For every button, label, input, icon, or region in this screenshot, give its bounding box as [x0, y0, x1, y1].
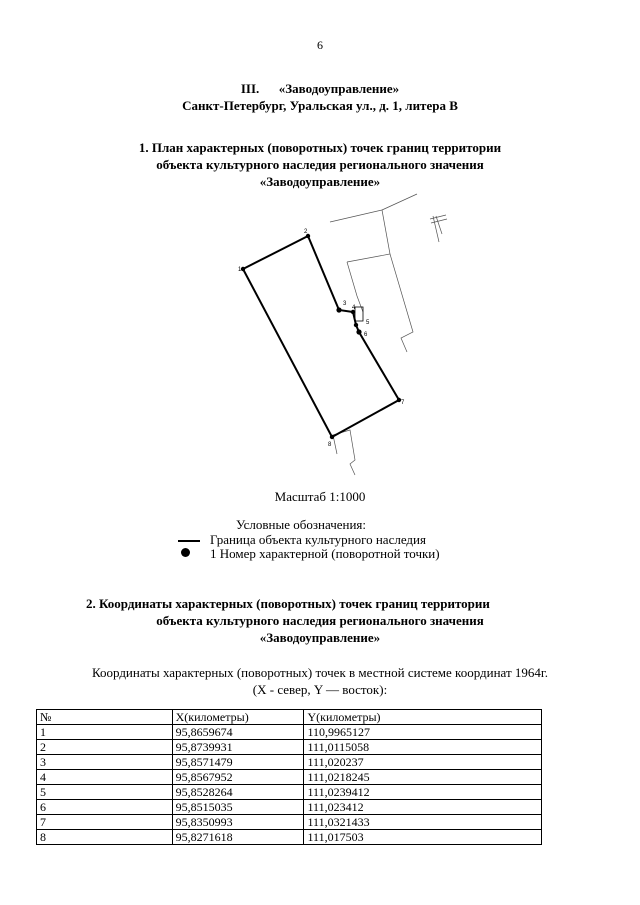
heritage-boundary-line	[243, 236, 399, 437]
cell-x: 95,8515035	[172, 800, 304, 815]
cell-number: 5	[37, 785, 173, 800]
point-5	[354, 323, 358, 327]
cell-x: 95,8659674	[172, 725, 304, 740]
object-title: III. «Заводоуправление»	[240, 81, 400, 96]
cell-y: 111,0321433	[304, 815, 542, 830]
page-number: 6	[317, 38, 323, 52]
plan-title-line1: 1. План характерных (поворотных) точек границ территории	[138, 140, 502, 155]
table-row	[37, 815, 542, 830]
cell-y: 111,020237	[304, 755, 542, 770]
point-label-2: 2	[304, 229, 308, 235]
point-8	[330, 435, 334, 439]
scale-text: Масштаб 1:1000	[274, 489, 366, 504]
point-label-3: 3	[343, 301, 347, 307]
cell-x: 95,8739931	[172, 740, 304, 755]
point-label-5: 5	[366, 320, 370, 326]
cell-x: 95,8571479	[172, 755, 304, 770]
cell-number: 1	[37, 725, 173, 740]
cell-number: 8	[37, 830, 173, 845]
coord-title-line3: «Заводоуправление»	[259, 630, 381, 645]
cell-y: 111,0218245	[304, 770, 542, 785]
point-1	[241, 267, 245, 271]
coord-note-line1: Координаты характерных (поворотных) точек в местной системе координат 1964г.	[91, 665, 549, 680]
cell-x: 95,8567952	[172, 770, 304, 785]
plan-title-line3: «Заводоуправление»	[259, 174, 381, 189]
coordinate-system-note	[0, 664, 640, 698]
cell-number: 6	[37, 800, 173, 815]
object-address: Санкт-Петербург, Уральская ул., д. 1, литера В	[182, 98, 458, 113]
legend-line-label: Граница объекта культурного наследия	[210, 532, 426, 547]
point-label-4: 4	[352, 305, 356, 311]
table-row	[37, 755, 542, 770]
table-row	[37, 800, 542, 815]
plan-section-title	[0, 139, 640, 190]
cell-number: 4	[37, 770, 173, 785]
cell-number: 3	[37, 755, 173, 770]
table-row	[37, 830, 542, 845]
point-label-8: 8	[328, 442, 332, 448]
boundary-plan-drawing	[225, 192, 465, 482]
cell-y: 110,9965127	[304, 725, 542, 740]
surrounding-buildings	[330, 194, 417, 475]
cell-x: 95,8350993	[172, 815, 304, 830]
cell-x: 95,8271618	[172, 830, 304, 845]
cell-y: 111,023412	[304, 800, 542, 815]
cell-y: 111,0239412	[304, 785, 542, 800]
header-number: №	[37, 710, 173, 725]
legend-point-symbol	[181, 548, 190, 557]
legend-title: Условные обозначения:	[236, 517, 367, 532]
table-row	[37, 785, 542, 800]
plan-title-line2: объекта культурного наследия регионального значения	[156, 157, 484, 172]
cell-x: 95,8528264	[172, 785, 304, 800]
point-label-1: 1	[238, 267, 242, 273]
coordinates-table	[36, 709, 542, 845]
coord-note-line2: (X - север, Y — восток):	[252, 682, 388, 697]
cell-number: 2	[37, 740, 173, 755]
header-y: Y(километры)	[304, 710, 542, 725]
point-3	[336, 307, 341, 312]
cell-number: 7	[37, 815, 173, 830]
point-label-7: 7	[401, 400, 405, 406]
header-x: X(километры)	[172, 710, 304, 725]
cell-y: 111,0115058	[304, 740, 542, 755]
table-row	[37, 770, 542, 785]
point-6	[356, 329, 361, 334]
north-arrow	[430, 215, 447, 242]
object-heading	[0, 80, 640, 114]
point-label-6: 6	[364, 332, 368, 338]
legend-point-label: 1 Номер характерной (поворотной точки)	[210, 546, 440, 561]
table-header-row	[37, 710, 542, 725]
legend-line-symbol	[178, 540, 200, 542]
table-row	[37, 725, 542, 740]
cell-y: 111,017503	[304, 830, 542, 845]
coord-title-line1: 2. Координаты характерных (поворотных) точек границ территории	[86, 596, 490, 611]
coord-title-line2: объекта культурного наследия регионального значения	[156, 613, 484, 628]
table-row	[37, 740, 542, 755]
